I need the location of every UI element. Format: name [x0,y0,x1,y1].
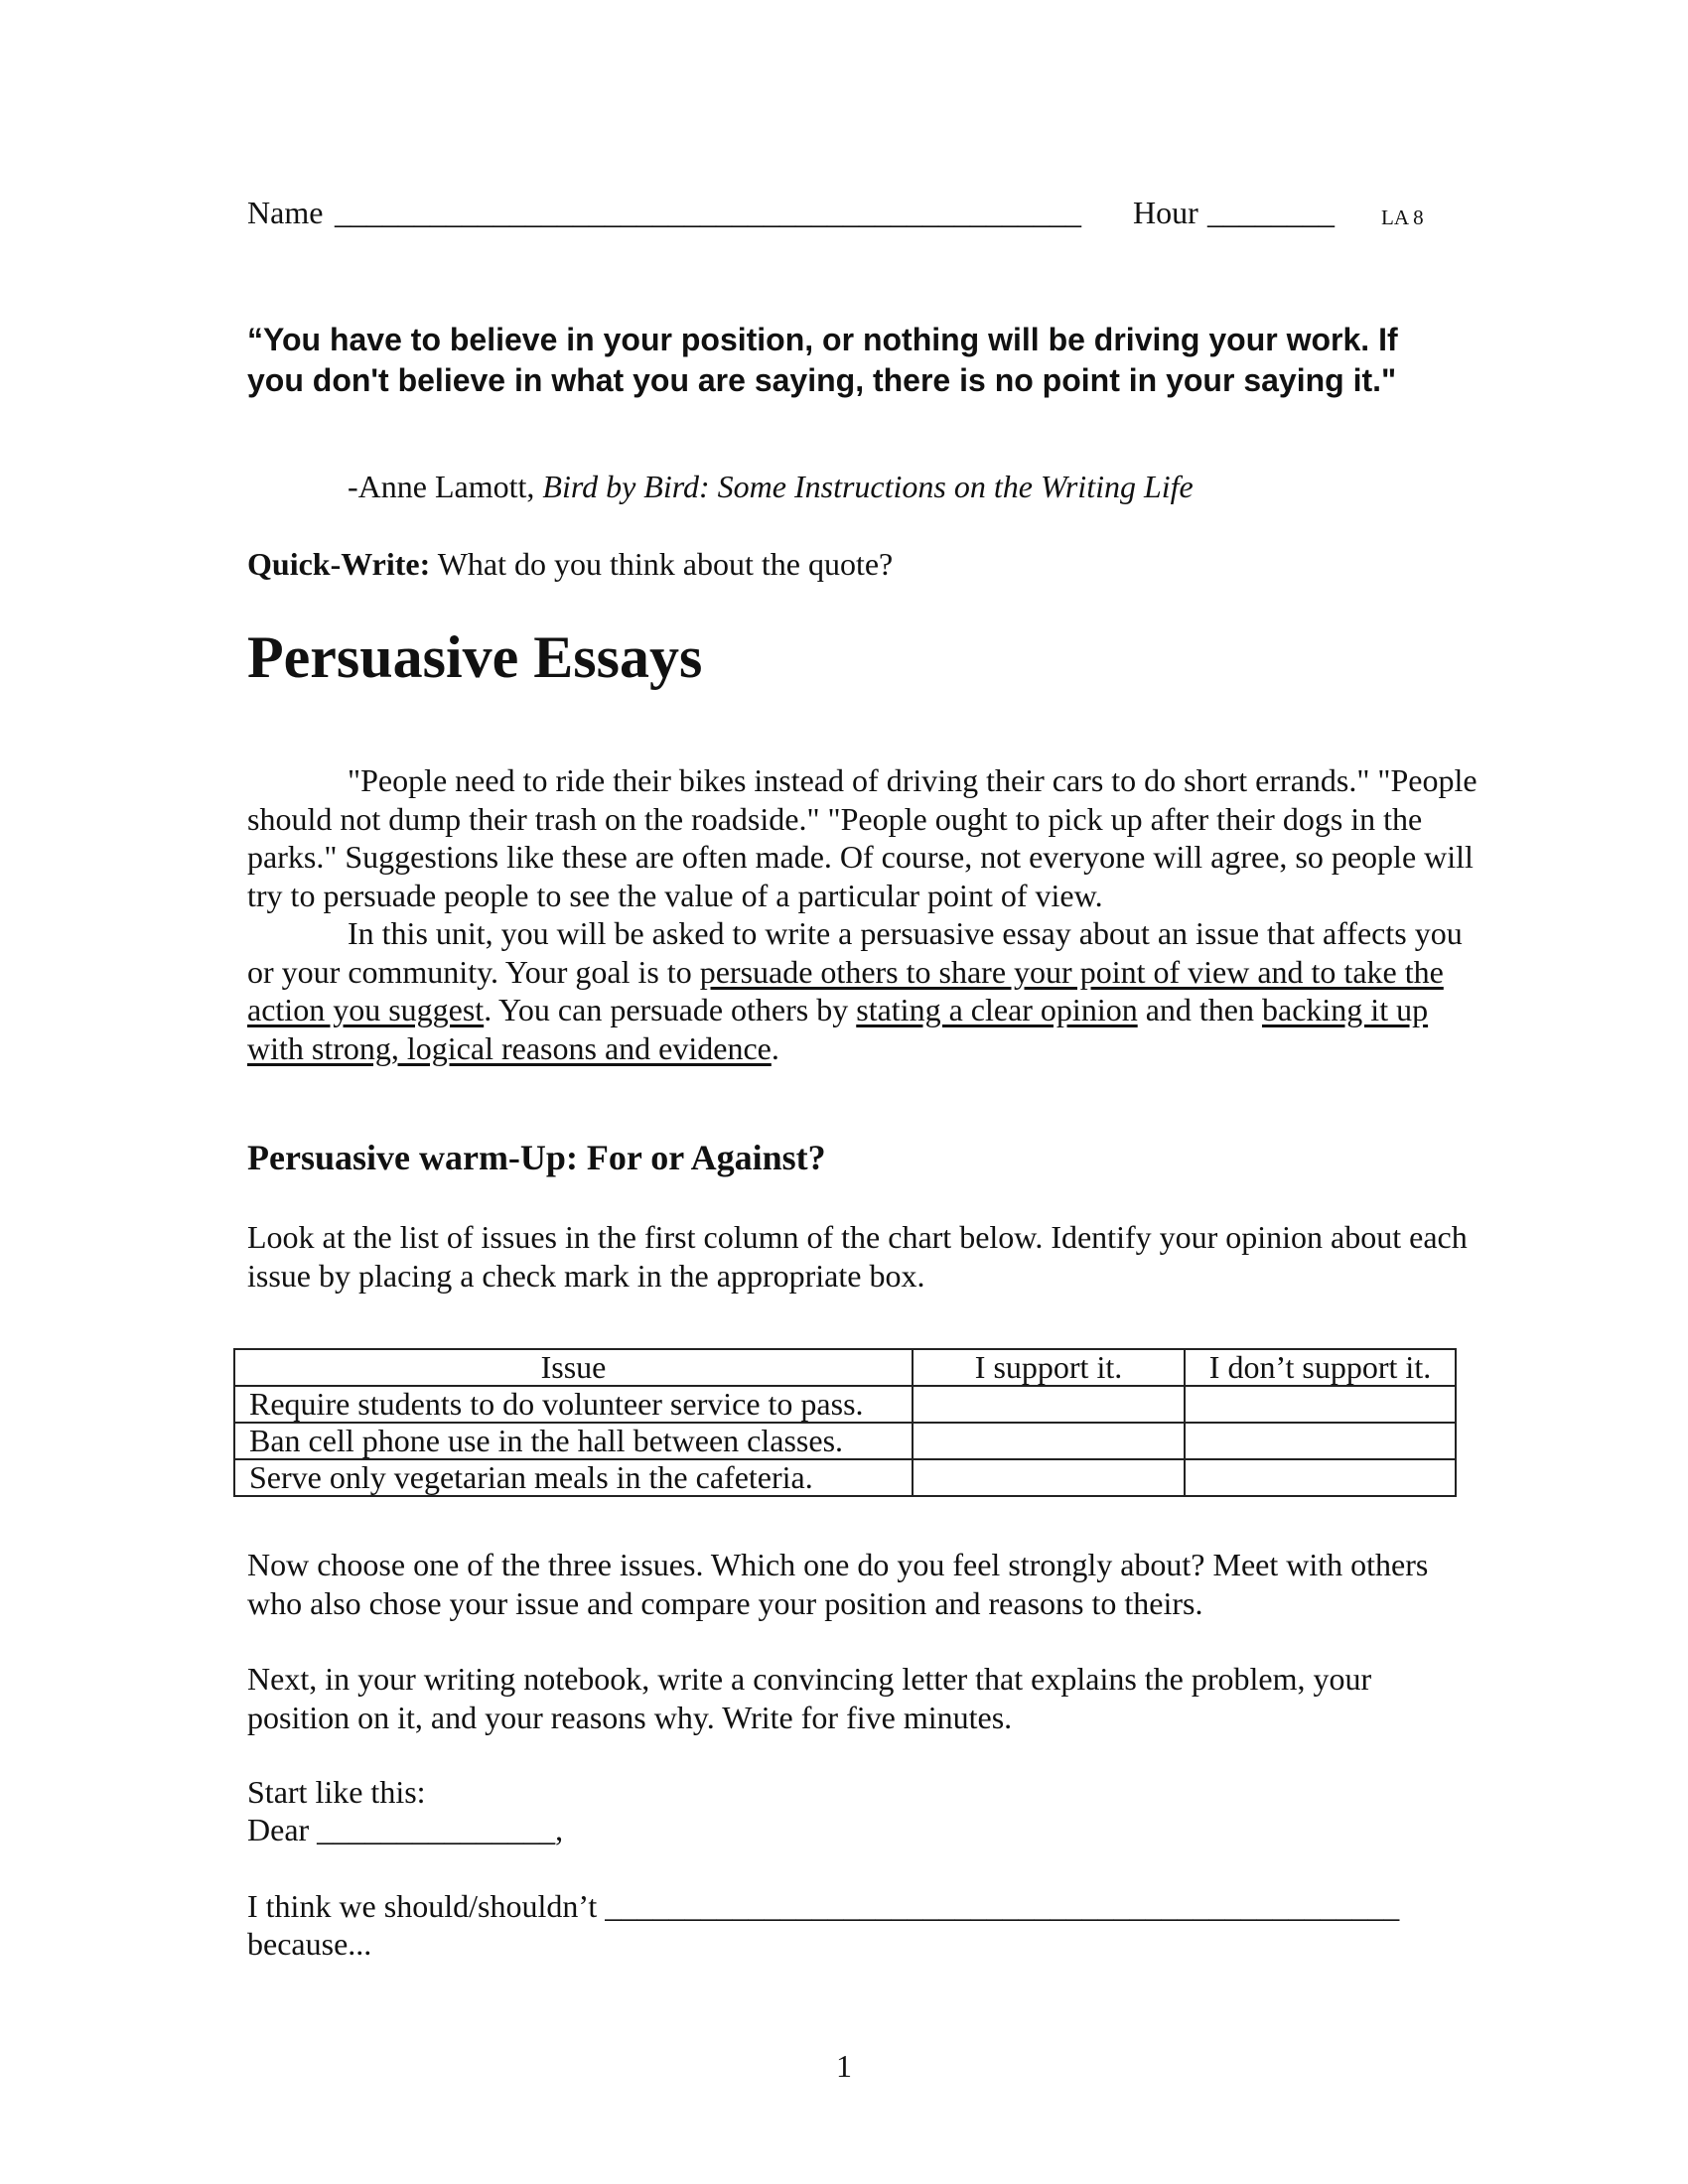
intro-text [247,761,1478,1067]
hour-label: Hour [1133,195,1198,230]
page-title: Persuasive Essays [247,624,703,690]
support-checkbox-cell[interactable] [913,1459,1185,1496]
intro-p2-text-d: . [771,1029,779,1066]
intro-p2-text-a: In this unit, you will be asked to write a persuasive essay about an issue that affects you or your community. Your goal is to [247,915,1463,990]
dont-support-checkbox-cell[interactable] [1185,1386,1456,1423]
dear-line: Dear _______________, [247,1812,564,1847]
warmup-instructions: Look at the list of issues in the first column of the chart below. Identify your opinion about each issue by placing a check mark in the appropriate box. [247,1219,1468,1294]
intro-paragraph-2 [247,914,1478,1067]
issue-cell: Serve only vegetarian meals in the cafeteria. [234,1459,913,1496]
name-label: Name [247,195,324,230]
issue-cell: Ban cell phone use in the hall between classes. [234,1423,913,1459]
name-blank: _______________________________________________ [335,195,1081,230]
opinion-chart [233,1348,1457,1497]
table-row [234,1423,1456,1459]
table-row [234,1386,1456,1423]
intro-p2-text-b: . You can persuade others by [484,992,857,1027]
start-like-this: Start like this: [247,1774,426,1810]
quick-write [247,546,893,583]
quote-attribution [348,469,1194,505]
choose-issue-text: Now choose one of the three issues. Which one do you feel strongly about? Meet with others who also chose your issue and compare your position and reasons to theirs. [247,1547,1429,1621]
col-header-dont-support: I don’t support it. [1185,1349,1456,1386]
dont-support-checkbox-cell[interactable] [1185,1459,1456,1496]
letter-instructions: Next, in your writing notebook, write a convincing letter that explains the problem, your position on it, and your reasons why. Write for five minutes. [247,1661,1372,1735]
intro-p2-text-c: and then [1137,992,1262,1027]
issue-cell: Require students to do volunteer service to pass. [234,1386,913,1423]
evidence-underlined: backing it up with strong, logical reasons and evidence [247,992,1429,1066]
opinion-underlined: stating a clear opinion [856,992,1138,1027]
attribution-book-title: Bird by Bird: Some Instructions on the Writing Life [542,469,1194,504]
quick-write-label: Quick-Write: [247,546,431,582]
hour-blank: ________ [1207,195,1335,230]
col-header-issue: Issue [234,1349,913,1386]
support-checkbox-cell[interactable] [913,1386,1185,1423]
col-header-support: I support it. [913,1349,1185,1386]
intro-paragraph-1: "People need to ride their bikes instead of driving their cars to do short errands." "People should not dump their trash on the roadside." "People ought to pick up after their dogs in the parks." Suggestions like these are often made. Of course, not everyone will agree, so people will try to persuade people to see the value of a particular point of view. [247,762,1477,913]
chart-header-row [234,1349,1456,1386]
attribution-author: -Anne Lamott, [348,469,543,504]
warmup-heading: Persuasive warm-Up: For or Against? [247,1138,826,1177]
quick-write-prompt: What do you think about the quote? [430,546,894,582]
support-checkbox-cell[interactable] [913,1423,1185,1459]
course-code: LA 8 [1381,205,1424,229]
page-number: 1 [836,2048,852,2084]
because-line: because... [247,1926,372,1962]
table-row [234,1459,1456,1496]
dont-support-checkbox-cell[interactable] [1185,1423,1456,1459]
think-line: I think we should/shouldn’t __________________________________________________ [247,1888,1400,1924]
quote-text: “You have to believe in your position, or nothing will be driving your work. If you don't believe in what you are saying, there is no point in your saying it." [247,322,1398,398]
goal-underlined: persuade others to share your point of view and to take the action you suggest [247,953,1444,1027]
